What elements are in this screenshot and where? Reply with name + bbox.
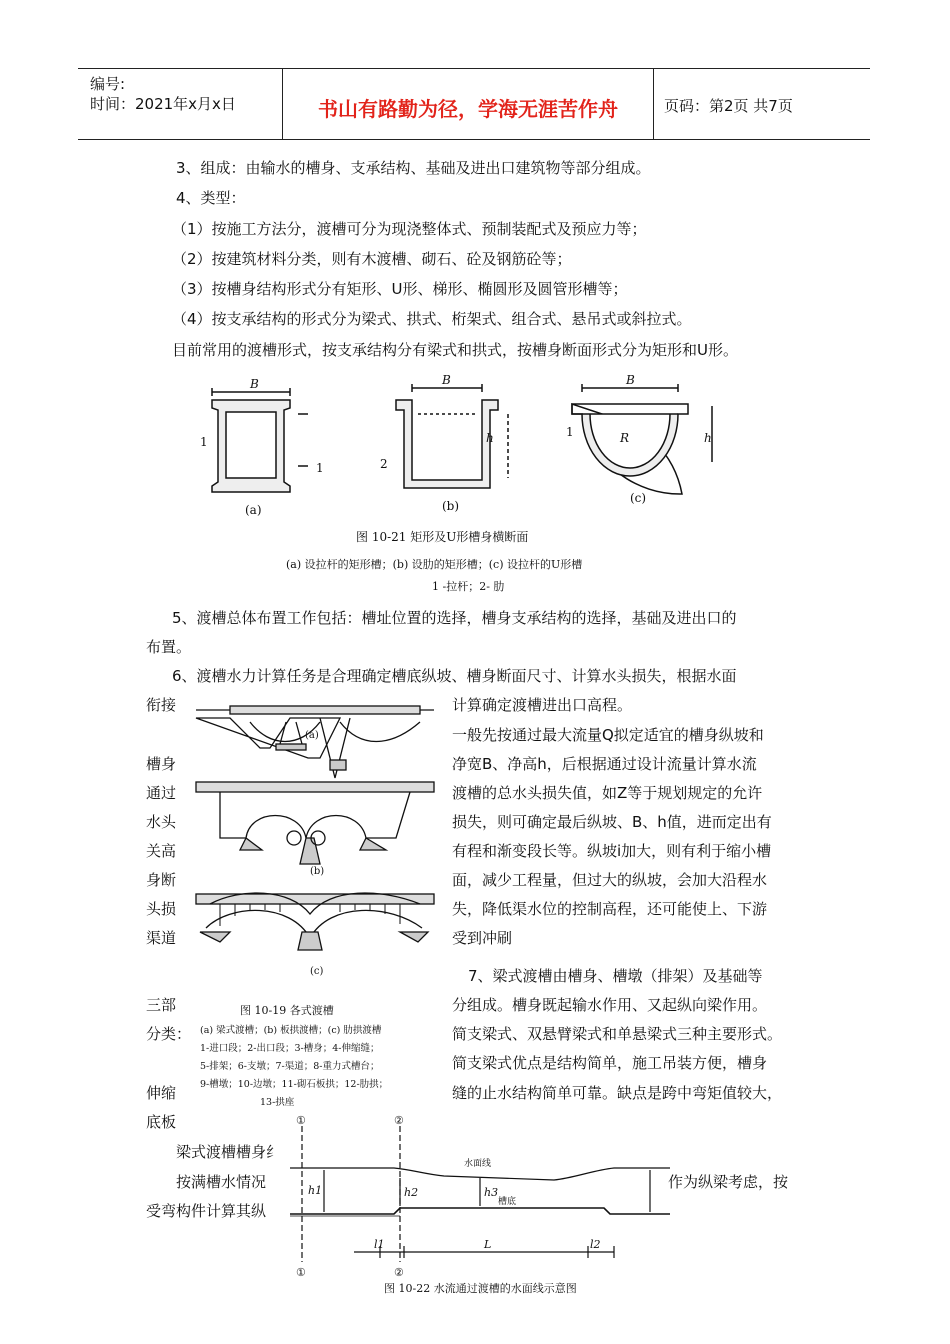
fig-10-19-sub-c: (c) — [310, 966, 324, 977]
para-8c: 受弯构件计算其纵 — [146, 1202, 267, 1220]
dim-h2: h2 — [404, 1186, 419, 1199]
right-line-5: 有程和渐变段长等。纵坡i加大，则有利于缩小槽 — [452, 842, 772, 860]
figure-10-19-aqueduct-types — [190, 688, 440, 988]
sub-a: (a) — [245, 503, 262, 517]
left2-frag-2: 伸缩 — [146, 1084, 177, 1102]
sub-c: (c) — [630, 491, 647, 505]
label-2-b: 2 — [380, 457, 388, 471]
sub-b: (b) — [442, 499, 460, 513]
para-4-3: （3）按槽身结构形式分有矩形、U形、梯形、椭圆形及圆管形槽等； — [172, 280, 628, 298]
para-6a: 6、渡槽水力计算任务是合理确定槽底纵坡、槽身断面尺寸、计算水头损失，根据水面 — [172, 667, 737, 685]
para-7-4: 缝的止水结构简单可靠。缺点是跨中弯矩值较大， — [452, 1084, 783, 1102]
right-line-1: 一般先按通过最大流量Q拟定适宜的槽身纵坡和 — [452, 726, 764, 744]
label-1-a: 1 — [200, 435, 208, 449]
dim-h1: h1 — [308, 1184, 323, 1197]
header-motto-cell — [283, 69, 654, 139]
left-frag-6: 头损 — [146, 900, 177, 918]
page-header — [78, 68, 870, 140]
left-frag-3: 水头 — [146, 813, 177, 831]
time-label: 时间：2021年x月x日 — [90, 95, 236, 113]
para-5b: 布置。 — [146, 638, 192, 656]
para-4: 4、类型： — [176, 189, 246, 207]
para-7-2: 简支梁式、双悬臂梁式和单悬梁式三种主要形式。 — [452, 1025, 783, 1043]
para-7-3: 简支梁式优点是结构简单，施工吊装方便，槽身 — [452, 1054, 768, 1072]
left2-frag-3: 底板 — [146, 1113, 177, 1131]
circle-1-bottom: ① — [296, 1266, 306, 1279]
fig-10-21-caption: 图 10-21 矩形及U形槽身横断面 — [356, 530, 529, 544]
para-7-1: 分组成。槽身既起输水作用、又起纵向梁作用。 — [452, 996, 768, 1014]
fig-10-19-line-4: 13-拱座 — [260, 1097, 295, 1108]
left-frag-5: 身断 — [146, 871, 177, 889]
left2-frag-1: 分类： — [146, 1025, 192, 1043]
dim-l2: l2 — [590, 1238, 601, 1251]
right-line-7: 失，降低渠水位的控制高程，还可能使上、下游 — [452, 900, 768, 918]
left-frag-2: 通过 — [146, 784, 177, 802]
para-4-4: （4）按支承结构的形式分为梁式、拱式、桁架式、组合式、悬吊式或斜拉式。 — [172, 310, 692, 328]
right-line-3: 渡槽的总水头损失值，如Z等于规划规定的允许 — [452, 784, 763, 802]
fig-10-19-line-1: 1-进口段；2-出口段；3-槽身；4-伸缩缝； — [200, 1043, 380, 1054]
fig-10-19-line-3: 9-槽墩；10-边墩；11-砌石板拱；12-肋拱； — [200, 1079, 389, 1090]
para-4-2: （2）按建筑材料分类，则有木渡槽、砌石、砼及钢筋砼等； — [172, 250, 572, 268]
dim-l1: l1 — [374, 1238, 385, 1251]
dim-L: L — [484, 1238, 492, 1251]
dim-h-b: h — [486, 431, 494, 445]
right-line-0: 计算确定渡槽进出口高程。 — [452, 696, 633, 714]
left-frag-7: 渠道 — [146, 929, 177, 947]
right-line-6: 面，减少工程量，但过大的纵坡，会加大沿程水 — [452, 871, 768, 889]
circle-2-bottom: ② — [394, 1266, 404, 1279]
number-label: 编号: — [90, 75, 126, 93]
circle-2-top: ② — [394, 1114, 404, 1127]
dim-B-a: B — [250, 377, 259, 391]
right-line-4: 损失，则可确定最后纵坡、B、h值，进而定出有 — [452, 813, 772, 831]
dim-B-b: B — [442, 373, 451, 387]
motto: 书山有路勤为径，学海无涯苦作舟 — [318, 97, 618, 121]
label-1-a2: 1 — [316, 461, 324, 475]
fig-10-19-line-2: 5-排架；6-支墩；7-渠道；8-重力式槽台； — [200, 1061, 380, 1072]
fig-10-19-sub-a: (a) — [305, 730, 319, 741]
left2-frag-0: 三部 — [146, 996, 177, 1014]
fig-10-21-sub: (a) 设拉杆的矩形槽；(b) 设肋的矩形槽；(c) 设拉杆的U形槽 — [286, 558, 583, 571]
fig-10-21-legend: 1 -拉杆；2- 肋 — [432, 580, 505, 593]
figure-10-21-cross-sections — [190, 370, 750, 530]
para-8a: 梁式渡槽槽身纟 — [176, 1143, 282, 1161]
para-7-0: 7、梁式渡槽由槽身、槽墩（排架）及基础等 — [468, 967, 763, 985]
fig-10-19-line-0: (a) 梁式渡槽；(b) 板拱渡槽；(c) 肋拱渡槽 — [200, 1025, 382, 1036]
bed-label: 槽底 — [498, 1197, 517, 1207]
left-frag-4: 关高 — [146, 842, 177, 860]
header-page-cell — [654, 69, 870, 139]
dim-B-c: B — [626, 373, 635, 387]
para-common: 目前常用的渡槽形式，按支承结构分有梁式和拱式，按槽身断面形式分为矩形和U形。 — [172, 341, 738, 359]
fig-10-19-caption: 图 10-19 各式渡槽 — [240, 1004, 334, 1017]
dim-R-c: R — [620, 431, 630, 445]
circle-1-top: ① — [296, 1114, 306, 1127]
para-8b: 按满槽水情况 — [176, 1173, 267, 1191]
para-5a: 5、渡槽总体布置工作包括：槽址位置的选择，槽身支承结构的选择，基础及进出口的 — [172, 609, 737, 627]
left-frag-0: 衔接 — [146, 696, 177, 714]
para-4-1: （1）按施工方法分，渡槽可分为现浇整体式、预制装配式及预应力等； — [172, 220, 647, 238]
header-meta-cell — [78, 69, 283, 139]
label-1-c: 1 — [566, 425, 574, 439]
fig-10-22-caption: 图 10-22 水流通过渡槽的水面线示意图 — [384, 1282, 577, 1295]
fig-10-19-sub-b: (b) — [310, 866, 325, 877]
dim-h3: h3 — [484, 1186, 499, 1199]
dim-h-c: h — [704, 431, 712, 445]
right-line-2: 净宽B、净高h，后根据通过设计流量计算水流 — [452, 755, 757, 773]
right-line-8: 受到冲刷 — [452, 929, 513, 947]
page-info: 页码：第2页 共7页 — [664, 97, 793, 115]
figure-10-22-water-surface — [284, 1112, 670, 1280]
para-3: 3、组成：由输水的槽身、支承结构、基础及进出口建筑物等部分组成。 — [176, 159, 651, 177]
water-line-label: 水面线 — [464, 1159, 492, 1169]
left-frag-1: 槽身 — [146, 755, 177, 773]
para-8b-tail: 作为纵梁考虑，按 — [668, 1173, 789, 1191]
